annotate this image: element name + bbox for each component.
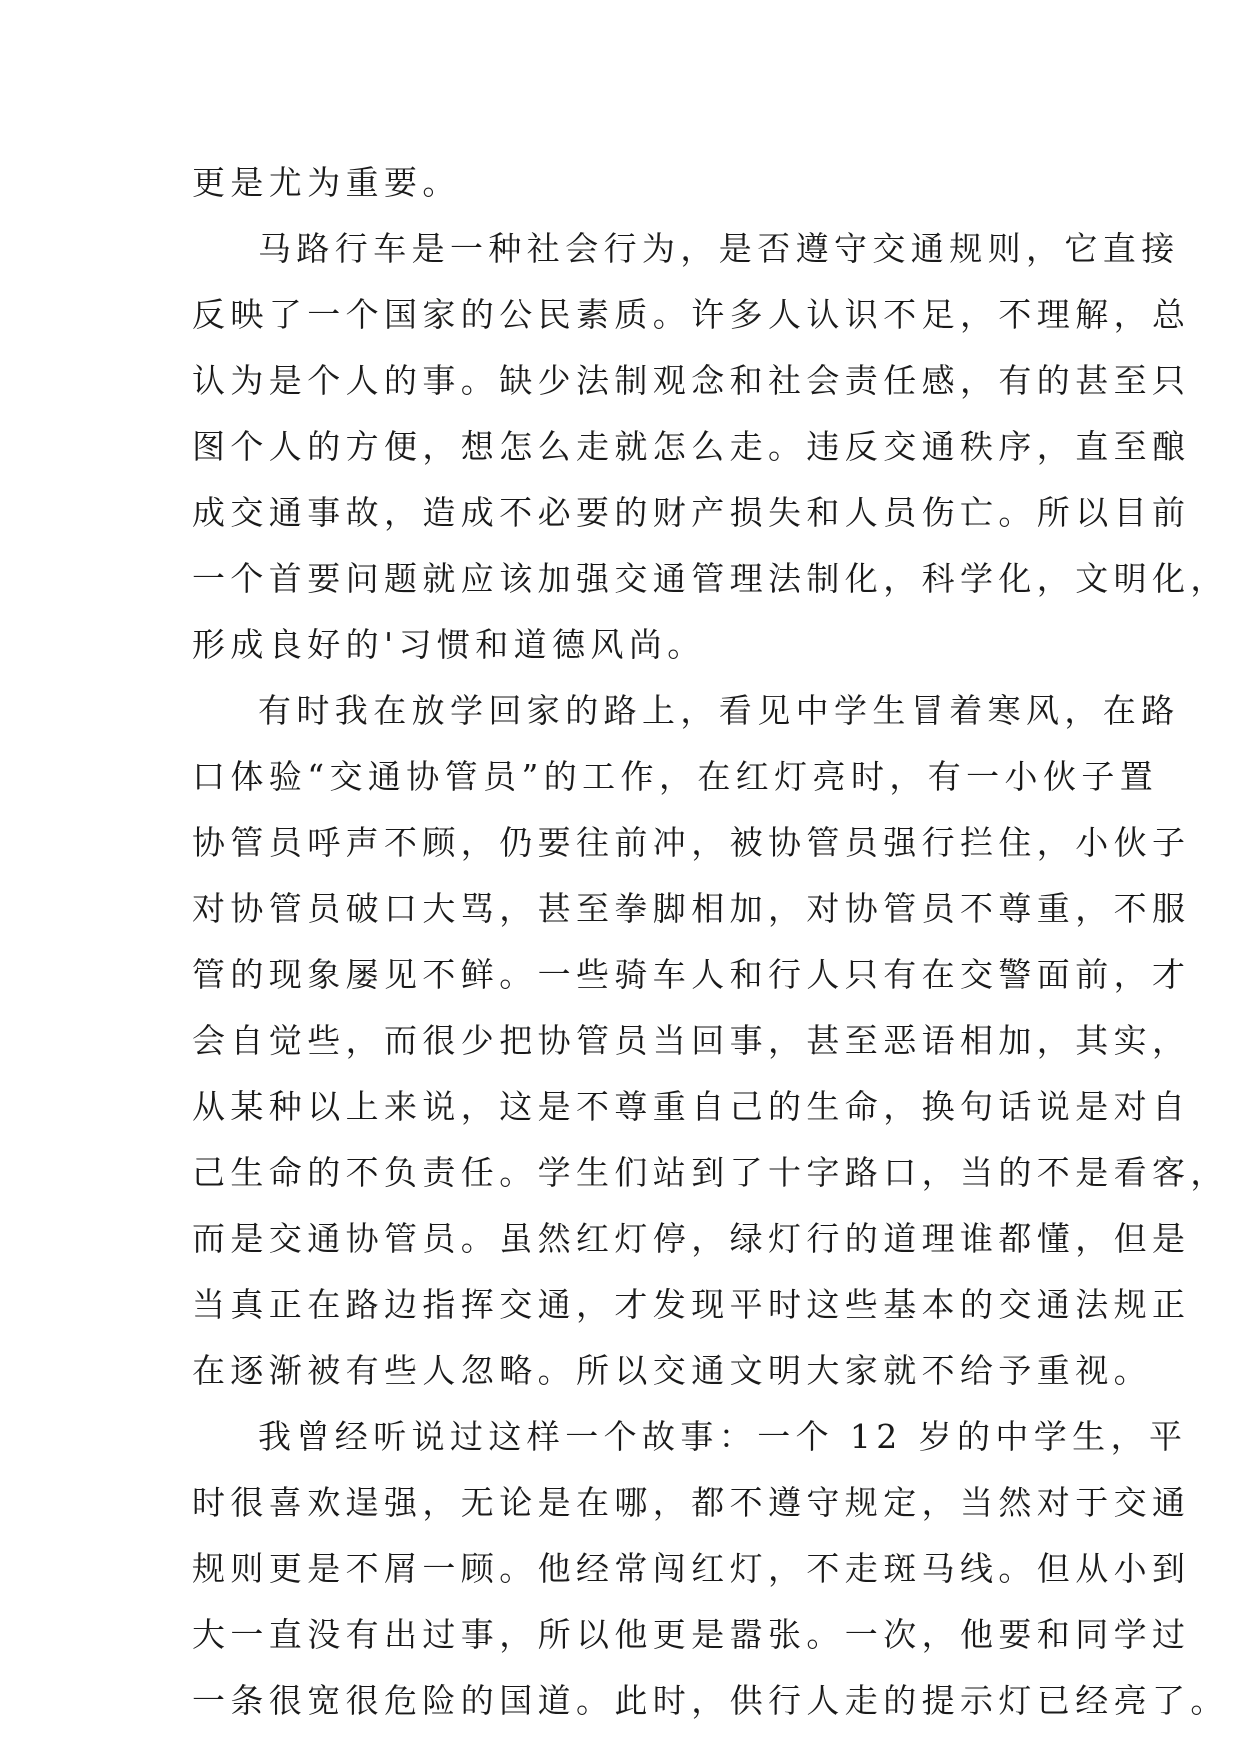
text-line: 成交通事故，造成不必要的财产损失和人员伤亡。所以目前: [192, 493, 1191, 532]
text-line: 当真正在路边指挥交通，才发现平时这些基本的交通法规正: [192, 1285, 1191, 1324]
text-line: 己生命的不负责任。学生们站到了十字路口，当的不是看客，: [192, 1153, 1229, 1192]
text-line: 图个人的方便，想怎么走就怎么走。违反交通秩序，直至酿: [192, 427, 1191, 466]
text-line: 管的现象屡见不鲜。一些骑车人和行人只有在交警面前，才: [192, 955, 1191, 994]
text-line: 一个首要问题就应该加强交通管理法制化，科学化，文明化，: [192, 559, 1229, 598]
text-line: 形成良好的'习惯和道德风尚。: [192, 625, 706, 664]
text-line: 而是交通协管员。虽然红灯停，绿灯行的道理谁都懂，但是: [192, 1219, 1191, 1258]
text-line: 在逐渐被有些人忽略。所以交通文明大家就不给予重视。: [192, 1351, 1152, 1390]
text-line: 时很喜欢逞强，无论是在哪，都不遵守规定，当然对于交通: [192, 1483, 1191, 1522]
text-line: 口体验“交通协管员”的工作，在红灯亮时，有一小伙子置: [192, 757, 1159, 796]
paragraph-first-line: 我曾经听说过这样一个故事：一个 12 岁的中学生，平: [258, 1417, 1188, 1456]
text-line: 大一直没有出过事，所以他更是嚣张。一次，他要和同学过: [192, 1615, 1191, 1654]
text-line: 反映了一个国家的公民素质。许多人认识不足，不理解，总: [192, 295, 1191, 334]
text-line: 规则更是不屑一顾。他经常闯红灯，不走斑马线。但从小到: [192, 1549, 1191, 1588]
text-line: 协管员呼声不顾，仍要往前冲，被协管员强行拦住，小伙子: [192, 823, 1191, 862]
text-line: 对协管员破口大骂，甚至拳脚相加，对协管员不尊重，不服: [192, 889, 1191, 928]
text-line: 认为是个人的事。缺少法制观念和社会责任感，有的甚至只: [192, 361, 1191, 400]
text-line: 更是尤为重要。: [192, 163, 461, 202]
body-text: [192, 150, 1229, 1734]
text-line: 会自觉些，而很少把协管员当回事，甚至恶语相加，其实，: [192, 1021, 1191, 1060]
text-line: 从某种以上来说，这是不尊重自己的生命，换句话说是对自: [192, 1087, 1191, 1126]
paragraph-first-line: 有时我在放学回家的路上，看见中学生冒着寒风，在路: [258, 691, 1180, 730]
text-line: 一条很宽很危险的国道。此时，供行人走的提示灯已经亮了。: [192, 1681, 1229, 1720]
paragraph-first-line: 马路行车是一种社会行为，是否遵守交通规则，它直接: [258, 229, 1180, 268]
